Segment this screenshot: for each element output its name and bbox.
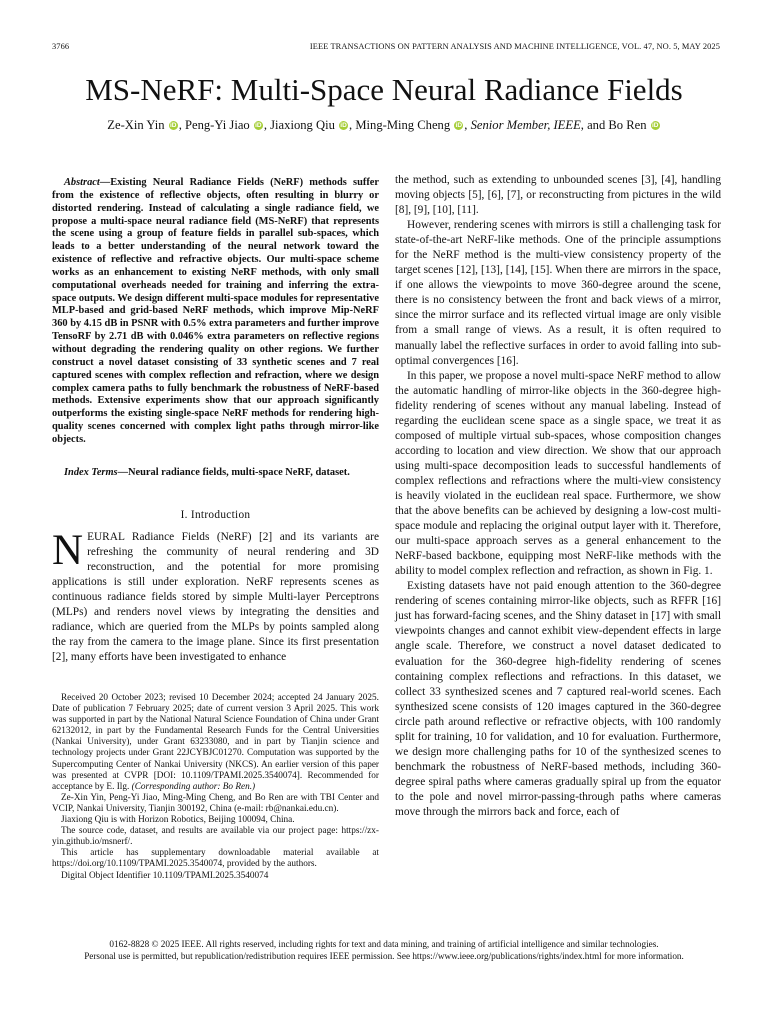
index-terms <box>52 467 379 480</box>
right-column <box>395 173 721 820</box>
orcid-icon[interactable]: iD <box>340 122 347 129</box>
copyright-footer <box>0 939 768 962</box>
intro-text: EURAL Radiance Fields (NeRF) [2] and its variants are refreshing the community of neural rendering and 3D reconstruction, and the potential for more promising applications is still under exploration. NeRF represents scenes as continuous radiance fields stored by simple Multi-layer Perceptrons (MLPs) and renders novel views by integrating the densities and radiance, which are queried from the MLPs by points sampled along the ray from the camera to the image plane. Since its first presentation [2], many efforts have been investigated to enhance <box>52 531 379 664</box>
orcid-icon[interactable]: iD <box>455 122 463 129</box>
orcid-icon[interactable]: iD <box>651 122 659 129</box>
author-list: Ze-Xin Yin iD , Peng-Yi Jiao iD , Jiaxiong Qiu iD , Ming-Ming Cheng iD , Senior Member, IEEE, and Bo Ren iD <box>107 118 659 132</box>
orcid-icon[interactable]: iD <box>255 122 262 129</box>
section-heading: I. Introduction <box>180 509 251 521</box>
author-name: Bo Ren <box>608 118 647 132</box>
abstract-label: Abstract <box>64 177 100 188</box>
author-name: Ze-Xin Yin <box>107 118 165 132</box>
page-number: 3766 <box>52 42 70 51</box>
footnote-affiliation: Jiaxiong Qiu is with Horizon Robotics, Beijing 100094, China. <box>61 815 295 826</box>
footnote-project-page: The source code, dataset, and results are available via our project page: https://zx-yin.github.io/msnerf/. <box>52 826 379 848</box>
footnotes <box>52 693 379 882</box>
drop-cap: N <box>52 527 84 574</box>
index-terms-text: —Neural radiance fields, multi-space NeRF, dataset. <box>117 467 350 478</box>
corresponding-author: (Corresponding author: Bo Ren.) <box>131 781 256 792</box>
paper-title: MS-NeRF: Multi-Space Neural Radiance Fields <box>85 72 683 107</box>
orcid-icon[interactable]: iD <box>169 122 177 129</box>
author-name: Jiaxiong Qiu <box>270 118 335 132</box>
footnote-supplementary: This article has supplementary downloadable material available at https://doi.org/10.1109/TPAMI.2025.3540074, provided by the authors. <box>52 848 379 870</box>
abstract <box>52 177 379 447</box>
footnote-affiliation: Ze-Xin Yin, Peng-Yi Jiao, Ming-Ming Cheng, and Bo Ren are with TBI Center and VCIP, Nankai University, Tianjin 300192, China (e-mail: rb@nankai.edu.cn). <box>52 792 379 814</box>
author-name: Peng-Yi Jiao <box>184 118 250 132</box>
permission-line: Personal use is permitted, but republication/redistribution requires IEEE permission. See https://www.ieee.org/publications/rights/index.html for more information. <box>84 950 684 961</box>
author-name: Ming-Ming Cheng <box>355 118 451 132</box>
author-conjunction: and <box>587 118 606 132</box>
body-paragraph: However, rendering scenes with mirrors is still a challenging task for state-of-the-art NeRF-like methods. One of the principle assumptions for the NeRF method is the multi-view consistency property of the target scenes [12], [13], [14], [15]. When there are mirrors in the space, if one allows the viewpoints to move 360-degree around the scene, there is no consistency between the front and back views of a mirror, since the mirror surface and its reflected virtual image are only visible from a small range of views. As a result, it is often required to manually label the reflective surfaces in order to avoid falling into sub-optimal convergences [16]. <box>395 219 721 367</box>
journal-name: IEEE TRANSACTIONS ON PATTERN ANALYSIS AND MACHINE INTELLIGENCE, VOL. 47, NO. 5, MAY 2025 <box>309 42 720 51</box>
footnote-received: Received 20 October 2023; revised 10 December 2024; accepted 24 January 2025. Date of publication 7 February 2025; date of current version 3 April 2025. This work was supported in part by the National Natural Science Foundation of China under Grant 62132012, in part by the Fundamental Research Funds for the Central Universities (Nankai University), under Grant 63233080, and in part by Tianjin science and technology projects under Grant 22JCYBJC01270. Computation was supported by the Supercomputing Center of Nankai University (NKCS). An earlier version of this paper was presented at CVPR [DOI: 10.1109/TPAMI.2025.3540074]. Recommended for acceptance by E. Ilg. <box>52 693 379 792</box>
abstract-text: —Existing Neural Radiance Fields (NeRF) methods suffer from the existence of reflective objects, often resulting in blurry or distorted rendering. Instead of calculating a single radiance field, we propose a multi-space neural radiance field (MS-NeRF) that represents the scene using a group of feature fields in parallel sub-spaces, which leads to a better understanding of the neural network toward the existence of reflective and refractive objects. Our multi-space scheme works as an enhancement to existing NeRF methods, with only small computational overheads needed for training and inferring the extra-space outputs. We design different multi-space modules for representative MLP-based and grid-based NeRF methods, which improve Mip-NeRF 360 by 4.15 dB in PSNR with 0.5% extra parameters and further improve TensoRF by 2.71 dB with 0.046% extra parameters on reflective regions without degrading the rendering quality on other regions. We further construct a novel dataset consisting of 33 synthetic scenes and 7 real captured scenes with complex reflection and refraction, where we design complex camera paths to fully benchmark the robustness of NeRF-based methods. Extensive experiments show that our approach significantly outperforms the existing single-space NeRF methods for rendering high-quality scenes concerned with complex light paths through mirror-like objects. <box>52 177 379 445</box>
intro-paragraph <box>52 527 379 665</box>
copyright-line: 0162-8828 © 2025 IEEE. All rights reserved, including rights for text and data mining, and training of artificial intelligence and similar technologies. <box>109 939 659 949</box>
index-terms-label: Index Terms <box>64 467 118 478</box>
body-paragraph: In this paper, we propose a novel multi-space NeRF method to allow the automatic handling of mirror-like objects in the 360-degree high-fidelity rendering of scenes without any manual labeling. Instead of regarding the euclidean scene space as a single space, we treat it as composed of multiple virtual sub-spaces, whose composition changes according to location and view direction. We show that our approach using multi-space decomposition leads to successful handlements of complex reflections and refractions where the multi-view consistency is heavily violated in the euclidean real space. Furthermore, we show that the above benefits can be achieved by designing a low-cost multi-space module and replacing the original output layer with it. Therefore, our multi-space approach serves as a general enhancement to the NeRF-based backbone, equipping most NeRF-like methods with the ability to model complex reflection and refraction, as shown in Fig. 1. <box>395 369 721 578</box>
footnote-doi: Digital Object Identifier 10.1109/TPAMI.2025.3540074 <box>61 870 269 881</box>
author-role: Senior Member, IEEE <box>470 118 581 132</box>
body-paragraph: the method, such as extending to unbounded scenes [3], [4], handling moving objects [5], [6], [7], or reconstructing from pictures in the wild [8], [9], [10], [11]. <box>395 174 721 217</box>
body-paragraph: Existing datasets have not paid enough attention to the 360-degree rendering of scenes containing mirror-like objects, such as RFFR [16] just has forward-facing scenes, and the Shiny dataset in [17] with small viewpoints changes and cannot exhibit view-dependent effects in large angle scale. Therefore, we construct a novel dataset dedicated to evaluation for the 360-degree high-fidelity rendering of scenes containing complex reflections and refractions. In this dataset, we collect 33 synthesized scenes and 7 captured real-world scenes. Each synthesized scene consists of 120 images captured in the 360-degree circle path around reflective or refractive objects, with 100 randomly split for training, 10 for validation, and 10 for evaluation. Furthermore, we design more challenging paths for 10 of the synthesized scenes to benchmark the robustness of NeRF-based methods, including 360-degree spiral paths where cameras gradually spiral up from the equator to the pole and novel mirror-passing-through paths where cameras move through the mirrors back and force, each of <box>395 580 721 818</box>
